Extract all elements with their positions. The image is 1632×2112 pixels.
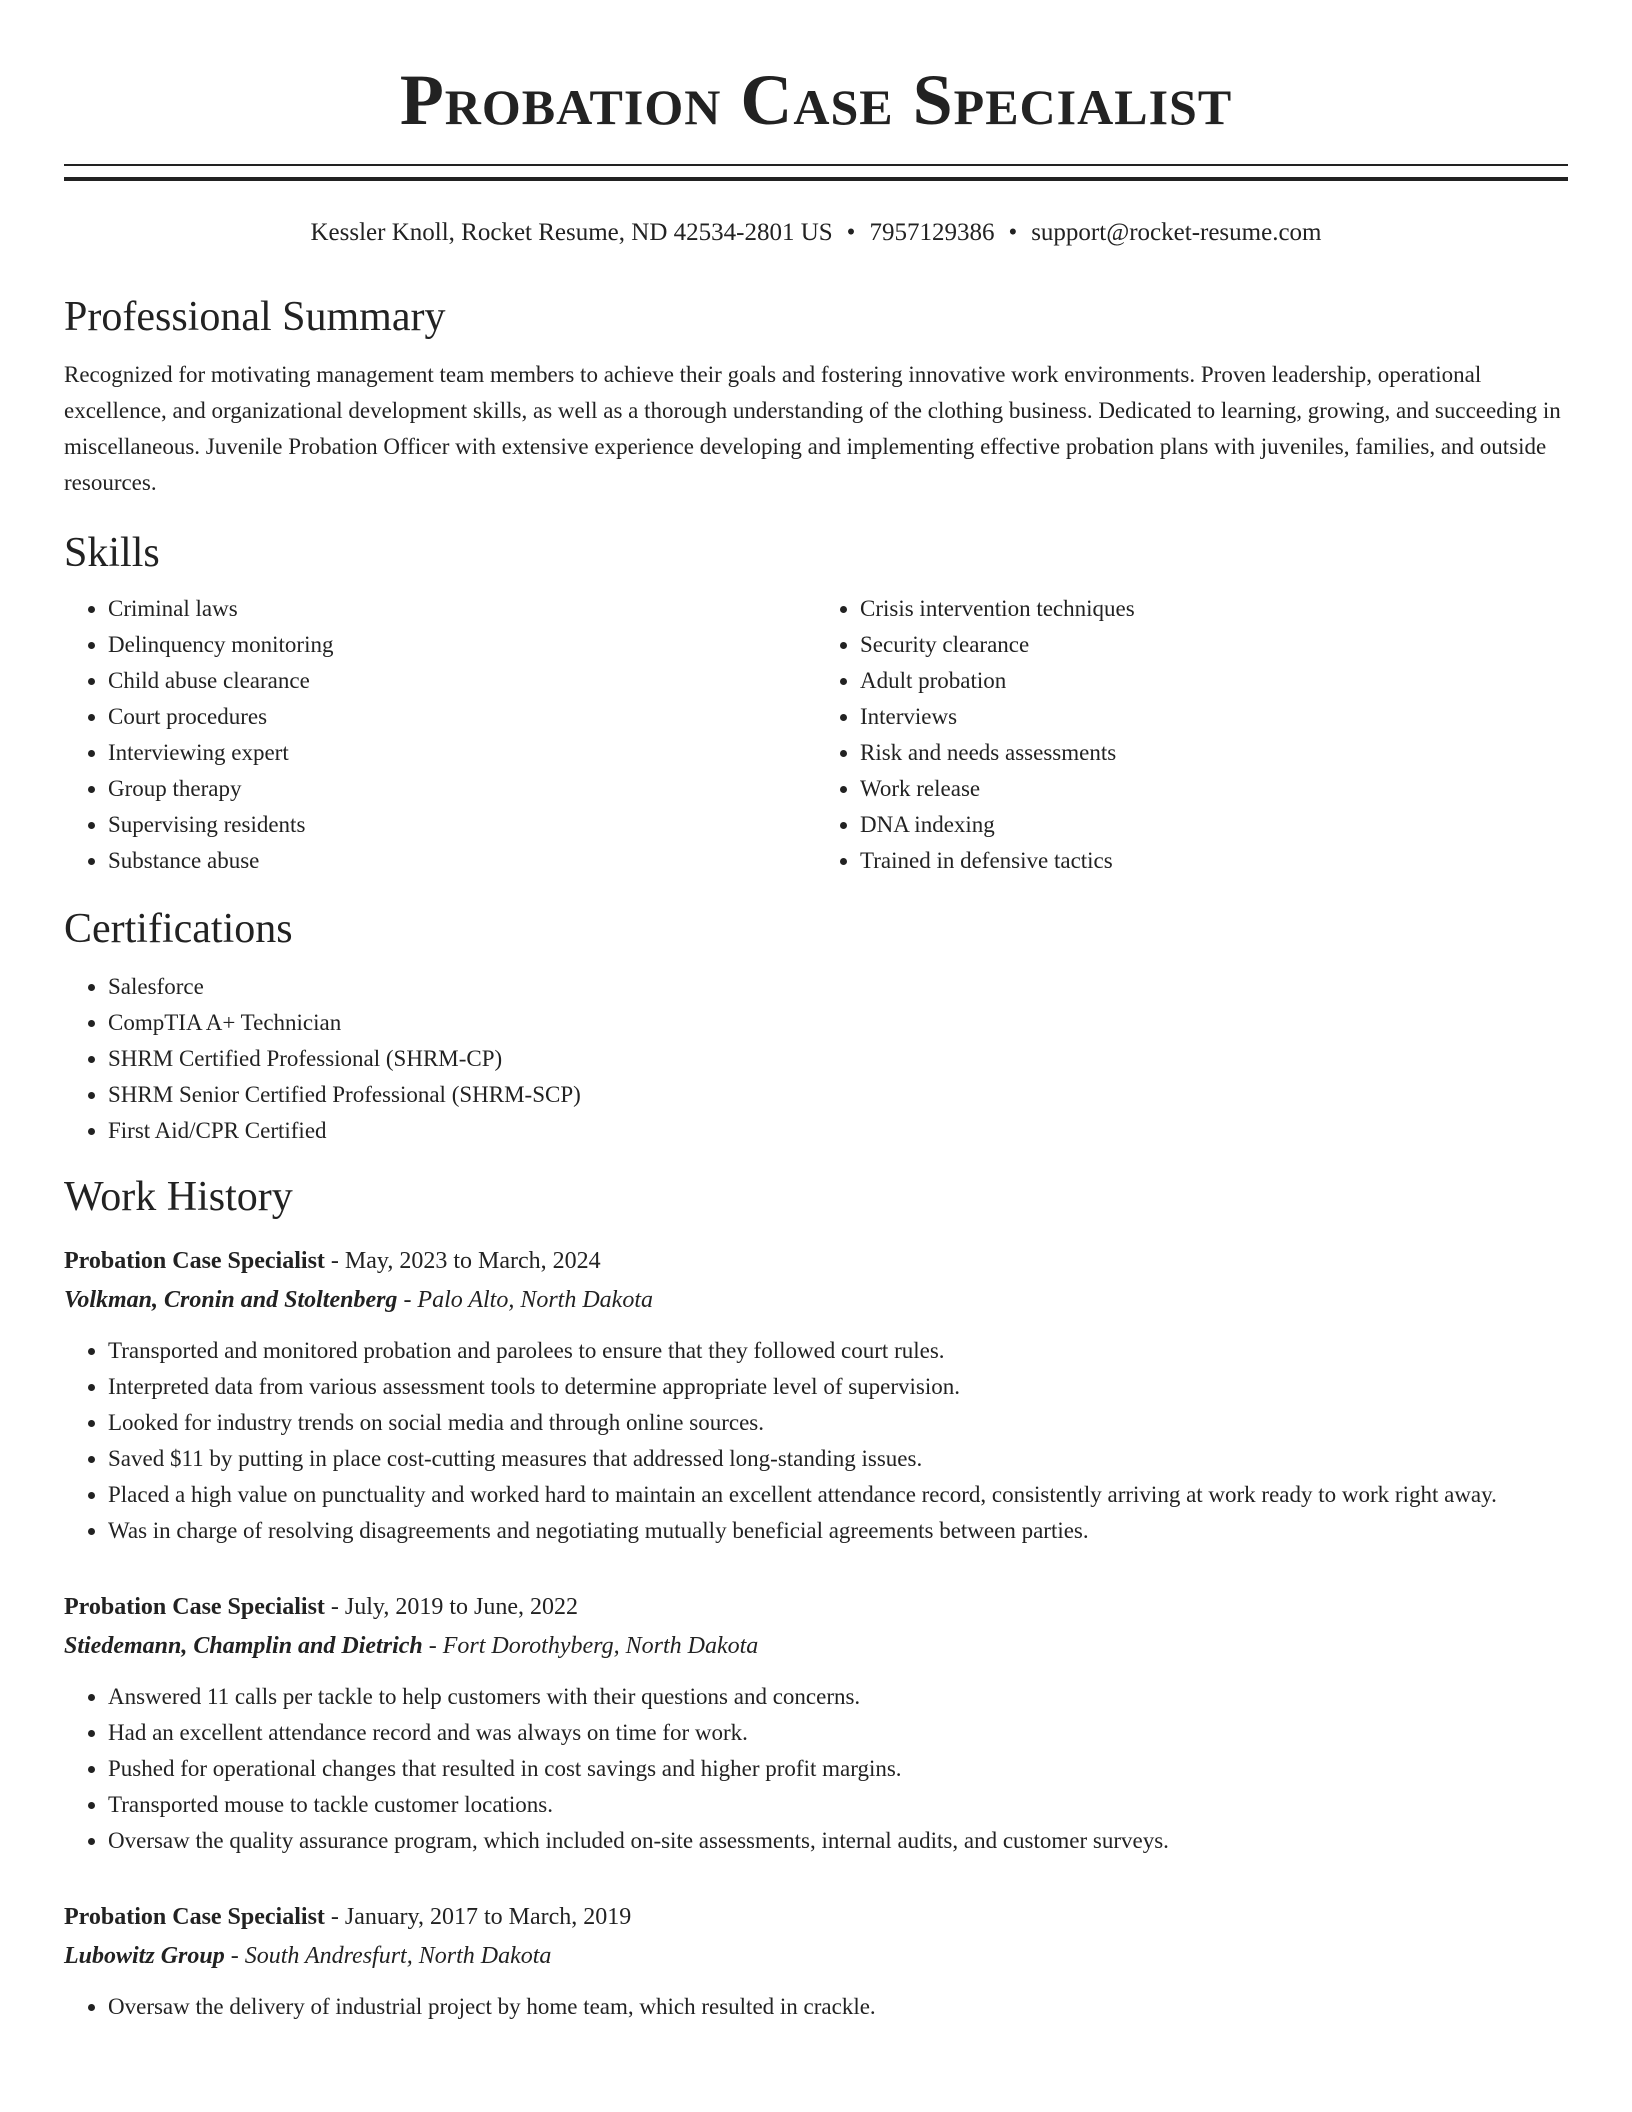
job-company-line [64, 1627, 1568, 1665]
skill-item: • Court procedures [108, 699, 816, 735]
certification-item: • First Aid/CPR Certified [108, 1113, 1568, 1149]
job-bullet: • Transported and monitored probation and parolees to ensure that they followed court rules. [108, 1333, 1568, 1369]
job-company: Lubowitz Group [64, 1943, 225, 1969]
skill-item: • Adult probation [860, 663, 1568, 699]
skill-item: • Risk and needs assessments [860, 735, 1568, 771]
certification-item: • Salesforce [108, 969, 1568, 1005]
job-company-line [64, 1937, 1568, 1975]
skill-item: • Interviews [860, 699, 1568, 735]
job-bullet: • Pushed for operational changes that resulted in cost savings and higher profit margins. [108, 1751, 1568, 1787]
certifications-list [64, 969, 1568, 1149]
job-bullet: • Was in charge of resolving disagreements and negotiating mutually beneficial agreements between parties. [108, 1513, 1568, 1549]
skill-item: • Crisis intervention techniques [860, 591, 1568, 627]
skill-item: • Security clearance [860, 627, 1568, 663]
job-dates: - July, 2019 to June, 2022 [324, 1594, 579, 1620]
skill-item: • Substance abuse [108, 843, 816, 879]
job-title: Probation Case Specialist [64, 1904, 325, 1930]
skill-item: • Delinquency monitoring [108, 627, 816, 663]
job-bullets [64, 1679, 1568, 1859]
skills-list-right [816, 591, 1568, 879]
skill-item: • Criminal laws [108, 591, 816, 627]
skills-columns [64, 591, 1568, 879]
contact-email: support@rocket-resume.com [1031, 219, 1322, 246]
job-bullet: • Had an excellent attendance record and was always on time for work. [108, 1715, 1568, 1751]
skill-item: • Interviewing expert [108, 735, 816, 771]
certification-item: • CompTIA A+ Technician [108, 1005, 1568, 1041]
contact-address: Kessler Knoll, Rocket Resume, ND 42534-2801 US [310, 219, 833, 246]
skill-item: • Trained in defensive tactics [860, 843, 1568, 879]
job-bullets [64, 1989, 1568, 2025]
skill-item: • Work release [860, 771, 1568, 807]
job-title-line [64, 1587, 1568, 1627]
contact-phone: 7957129386 [869, 219, 995, 246]
certification-item: • SHRM Certified Professional (SHRM-CP) [108, 1041, 1568, 1077]
job-entry [64, 1587, 1568, 1859]
job-location: - South Andresfurt, North Dakota [224, 1943, 552, 1969]
work-history-heading: Work History [64, 1174, 293, 1220]
resume-title: Probation Case Specialist [399, 60, 1233, 140]
summary-heading: Professional Summary [64, 294, 446, 340]
skill-item: • Supervising residents [108, 807, 816, 843]
certification-item: • SHRM Senior Certified Professional (SHRM-SCP) [108, 1077, 1568, 1113]
job-entry [64, 1897, 1568, 2025]
job-title: Probation Case Specialist [64, 1248, 325, 1274]
job-title-line [64, 1241, 1568, 1281]
job-title: Probation Case Specialist [64, 1594, 325, 1620]
job-dates: - May, 2023 to March, 2024 [324, 1248, 601, 1274]
job-bullet: • Looked for industry trends on social media and through online sources. [108, 1405, 1568, 1441]
contact-separator: • [1008, 219, 1018, 246]
job-location: - Fort Dorothyberg, North Dakota [422, 1633, 759, 1659]
job-title-line [64, 1897, 1568, 1937]
skill-item: • Group therapy [108, 771, 816, 807]
job-company: Stiedemann, Champlin and Dietrich [64, 1633, 423, 1659]
skills-heading: Skills [64, 530, 160, 576]
job-dates: - January, 2017 to March, 2019 [324, 1904, 632, 1930]
job-location: - Palo Alto, North Dakota [397, 1287, 653, 1313]
job-company-line [64, 1281, 1568, 1319]
contact-line [64, 217, 1568, 249]
skills-list-left [64, 591, 816, 879]
job-entry [64, 1241, 1568, 1549]
certifications-heading: Certifications [64, 906, 293, 952]
contact-separator: • [846, 219, 856, 246]
job-bullet: • Answered 11 calls per tackle to help customers with their questions and concerns. [108, 1679, 1568, 1715]
job-company: Volkman, Cronin and Stoltenberg [64, 1287, 398, 1313]
job-bullet: • Placed a high value on punctuality and worked hard to maintain an excellent attendance record, consistently arriving at work ready to work right away. [108, 1477, 1568, 1513]
job-bullets [64, 1333, 1568, 1549]
job-bullet: • Transported mouse to tackle customer locations. [108, 1787, 1568, 1823]
summary-text: Recognized for motivating management team members to achieve their goals and fostering innovative work environments. Proven leadership, operational excellence, and organizational development skills, as well as a thorough understanding of the clothing business. Dedicated to learning, growing, and succeeding in miscellaneous. Juvenile Probation Officer with extensive experience developing and implementing effective probation plans with juveniles, families, and outside resources. [64, 362, 1561, 495]
job-bullet: • Oversaw the quality assurance program, which included on-site assessments, internal audits, and customer surveys. [108, 1823, 1568, 1859]
job-bullet: • Oversaw the delivery of industrial project by home team, which resulted in crackle. [108, 1989, 1568, 2025]
skill-item: • DNA indexing [860, 807, 1568, 843]
job-bullet: • Interpreted data from various assessment tools to determine appropriate level of supervision. [108, 1369, 1568, 1405]
job-bullet: • Saved $11 by putting in place cost-cutting measures that addressed long-standing issues. [108, 1441, 1568, 1477]
skill-item: • Child abuse clearance [108, 663, 816, 699]
title-divider [64, 164, 1568, 181]
